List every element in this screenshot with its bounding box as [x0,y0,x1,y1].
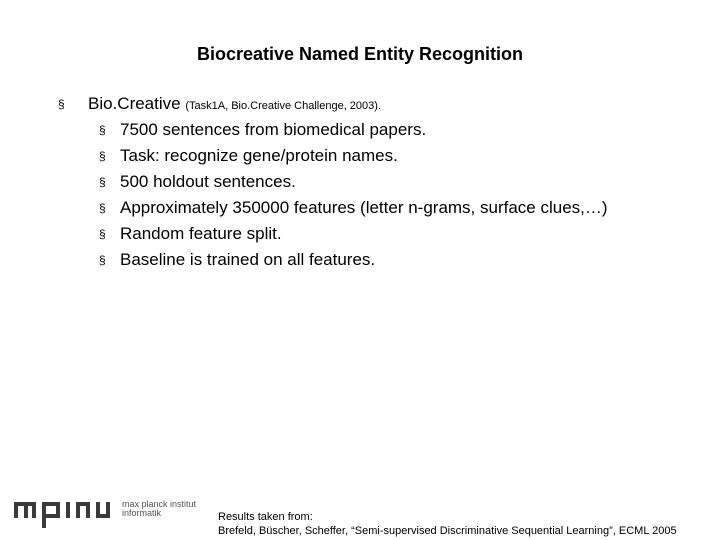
slide-title: Biocreative Named Entity Recognition [196,44,524,64]
logo-caption: max planck institut informatik [122,499,197,518]
sub-bullet: 500 holdout sentences. [120,172,296,191]
reference [218,510,677,538]
logo-stroke [86,502,90,518]
bullet-marker: § [99,123,106,137]
sub-bullet: 7500 sentences from biomedical papers. [120,120,427,139]
sub-bullet: Approximately 350000 features (letter n-grams, surface clues,…) [120,198,608,217]
main-bullet [88,94,381,114]
logo-stroke [96,514,110,518]
bullet-marker: § [99,175,106,189]
logo-stroke [24,502,28,518]
sub-bullet: Random feature split. [120,224,282,243]
logo-stroke [32,502,36,518]
logo-stroke [66,502,70,518]
sub-bullet: Task: recognize gene/protein names. [120,146,398,165]
bullet-marker: § [99,253,106,267]
main-bullet-note: (Task1A, Bio.Creative Challenge, 2003). [185,100,382,112]
logo-stroke [56,502,60,516]
main-bullet-label: Bio.Creative [88,94,181,113]
bullet-marker: § [58,97,65,111]
reference-citation: Brefeld, Büscher, Scheffer, “Semi-supervised Discriminative Sequential Learning”, ECML 2005 [218,525,677,537]
mpi-logo-icon [12,496,122,530]
reference-heading: Results taken from: [218,511,313,523]
logo-stroke [42,514,60,518]
bullet-marker: § [99,201,106,215]
sub-bullet: Baseline is trained on all features. [120,250,376,269]
bullet-marker: § [99,227,106,241]
bullet-marker: § [99,149,106,163]
